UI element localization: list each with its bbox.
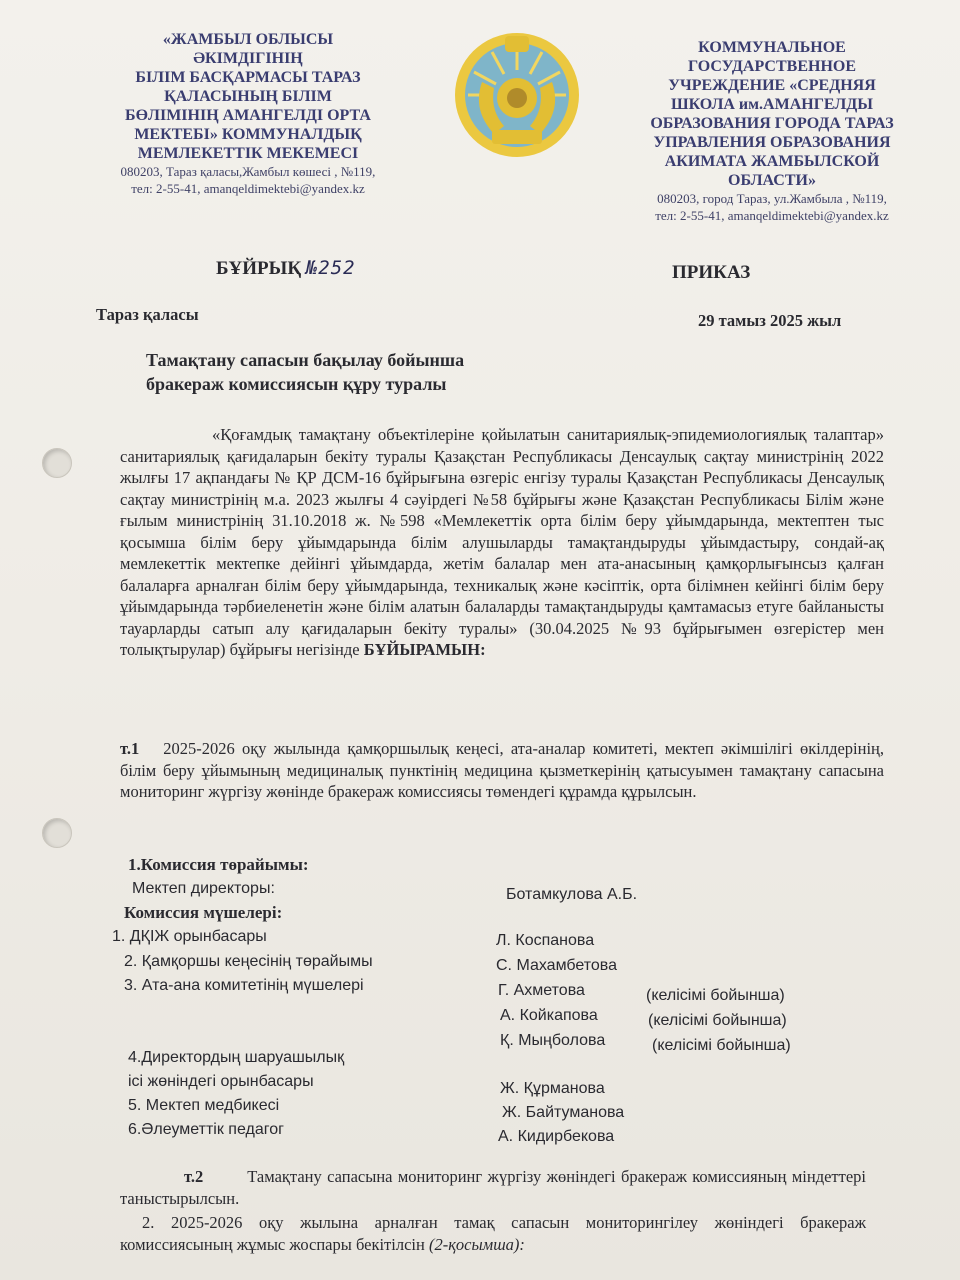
header-kz-line: МЕКТЕБІ» КОММУНАЛДЫҚ (134, 126, 362, 143)
decree-word: БҰЙЫРАМЫН: (363, 640, 486, 659)
order-city: Тараз қаласы (96, 305, 199, 324)
header-kz-line: БІЛІМ БАСҚАРМАСЫ ТАРАЗ (135, 69, 361, 86)
order-title-kz-text: БҰЙРЫҚ (216, 258, 302, 279)
order-subject-line: Тамақтану сапасын бақылау бойынша (146, 350, 465, 370)
item-1-paragraph (120, 738, 884, 803)
chair-role: Мектеп директоры: (132, 880, 275, 897)
member-name: Г. Ахметова (498, 982, 585, 999)
item-2-text: Тамақтану сапасына мониторинг жүргізу жөніндегі бракераж комиссияның міндеттері таныстырылсын. (120, 1167, 866, 1208)
preamble-paragraph (120, 424, 884, 661)
order-title-russian: ПРИКАЗ (672, 262, 751, 283)
header-kz-line: ҚАЛАСЫНЫҢ БІЛІМ (164, 88, 332, 105)
item-3-text: 2. 2025-2026 оқу жылына арналған тамақ сапасын мониторингілеу жөніндегі бракераж комиссиясының жұмыс жоспары бекітілсін (120, 1213, 866, 1254)
member-name: А. Койкапова (500, 1007, 598, 1024)
header-kazakh (92, 30, 404, 197)
member-name: Қ. Мыңболова (500, 1032, 606, 1049)
order-subject (146, 348, 464, 396)
preamble-text: «Қоғамдық тамақтану объектілеріне қойылатын санитариялық-эпидемиологиялық талаптар» санитариялық қағидаларын бекіту туралы Қазақстан Республикасы Денсаулық сақтау министрінің 2022 жылғы 17 ақпандағы № ҚР ДСМ-16 бұйрығына өзгеріс енгізу туралы Қазақстан Республикасы Денсаулық сақтау министрінің м.а. 2023 жылғы 4 сәуірдегі №58 бұйрығы және Қазақстан Республикасы Білім және ғылым министрінің 31.10.2018 ж. №598 «Мемлекеттік орта білім беру ұйымдарында, мектептен тыс қосымша білім беру ұйымдарында білім алушыларды тамақтандыруды ұйымдастыру, сондай-ақ мемлекеттік мектепке дейінгі ұйымдарда, жетім балалар мен ата-анасының қамқорлығынсыз қалған балаларға арналған білім беру ұйымдарында, техникалық және кәсіптік, орта білімнен кейінгі білім беру ұйымдарында тәрбиеленетін және білім алатын балаларды тамақтандыруды қамтамасыз етуге байланысты тауарларды сатып алу қағидаларын бекіту туралы» (30.04.2025 №93 бұйрығымен өзгерістер мен толықтырулар) бұйрығы негізінде (120, 425, 884, 659)
item-2-label: т.2 (184, 1167, 204, 1186)
header-kz-line: МЕМЛЕКЕТТІК МЕКЕМЕСІ (137, 145, 359, 162)
header-ru-line: ОБЛАСТИ» (728, 172, 816, 189)
role-3: 3. Ата-ана комитетінің мүшелері (124, 977, 364, 994)
members-heading: Комиссия мүшелері: (124, 903, 283, 922)
item-1-label: т.1 (120, 739, 140, 758)
role-2: 2. Қамқоршы кеңесінің төрайымы (124, 953, 373, 970)
item-2-paragraph (120, 1166, 866, 1209)
order-title-kazakh (216, 258, 356, 280)
kazakhstan-emblem-icon (452, 30, 582, 160)
header-ru-line: ГОСУДАРСТВЕННОЕ (688, 58, 856, 75)
header-russian (616, 38, 928, 224)
member-name: Ж. Құрманова (500, 1080, 605, 1097)
role-4-cont: ісі жөніндегі орынбасары (128, 1073, 314, 1090)
header-kz-line: БӨЛІМІНІҢ АМАНГЕЛДІ ОРТА (125, 107, 371, 124)
member-name: Л. Коспанова (496, 932, 595, 949)
order-date: 29 тамыз 2025 жыл (698, 311, 842, 330)
chair-name: Ботамкулова А.Б. (506, 886, 638, 903)
header-ru-line: УПРАВЛЕНИЯ ОБРАЗОВАНИЯ (653, 134, 891, 151)
chair-heading: 1.Комиссия төрайымы: (128, 855, 309, 874)
role-1: 1. ДҚІЖ орынбасары (112, 928, 267, 945)
header-ru-line: КОММУНАЛЬНОЕ (698, 39, 846, 56)
header-kz-line: «ЖАМБЫЛ ОБЛЫСЫ (162, 31, 334, 48)
role-4: 4.Директордың шаруашылық (128, 1049, 345, 1066)
header-ru-address: 080203, город Тараз, ул.Жамбыла , №119, (657, 191, 887, 206)
consent-note: (келісімі бойынша) (648, 1012, 787, 1029)
header-kz-address: 080203, Тараз қаласы,Жамбыл көшесі , №119, (120, 164, 376, 179)
consent-note: (келісімі бойынша) (646, 987, 785, 1004)
order-number-handwritten: №252 (305, 257, 356, 279)
item-3-paragraph (120, 1212, 866, 1255)
consent-note: (келісімі бойынша) (652, 1037, 791, 1054)
order-subject-line: бракераж комиссиясын құру туралы (146, 374, 447, 394)
role-6: 6.Әлеуметтік педагог (128, 1121, 284, 1138)
header-kz-line: ӘКІМДІГІНІҢ (193, 50, 303, 67)
item-3-note: (2-қосымша): (428, 1234, 525, 1254)
member-name: С. Махамбетова (496, 957, 618, 974)
header-ru-line: АКИМАТА ЖАМБЫЛСКОЙ (664, 153, 880, 170)
item-1-text: 2025-2026 оқу жылында қамқоршылық кеңесі, ата-аналар комитеті, мектеп әкімшілігі өкілдерінің, білім беру ұйымының медициналық пунктінің медицина қызметкерінің қатысуымен тамақтану сапасына мониторинг жүргізу жөнінде бракераж комиссиясы төмендегі құрамда құрылсын. (120, 739, 884, 801)
header-kz-phone: тел: 2-55-41, amanqeldimektebi@yandex.kz (131, 181, 365, 196)
header-ru-line: ОБРАЗОВАНИЯ ГОРОДА ТАРАЗ (650, 115, 894, 132)
member-name: А. Кидирбекова (498, 1128, 615, 1145)
header-ru-phone: тел: 2-55-41, amanqeldimektebi@yandex.kz (655, 208, 889, 223)
header-ru-line: УЧРЕЖДЕНИЕ «СРЕДНЯЯ (668, 77, 876, 94)
header-ru-line: ШКОЛА им.АМАНГЕЛДЫ (671, 96, 873, 113)
member-name: Ж. Байтуманова (502, 1104, 625, 1121)
punch-hole-bottom (42, 818, 72, 848)
punch-hole-top (42, 448, 72, 478)
role-5: 5. Мектеп медбикесі (128, 1097, 280, 1114)
